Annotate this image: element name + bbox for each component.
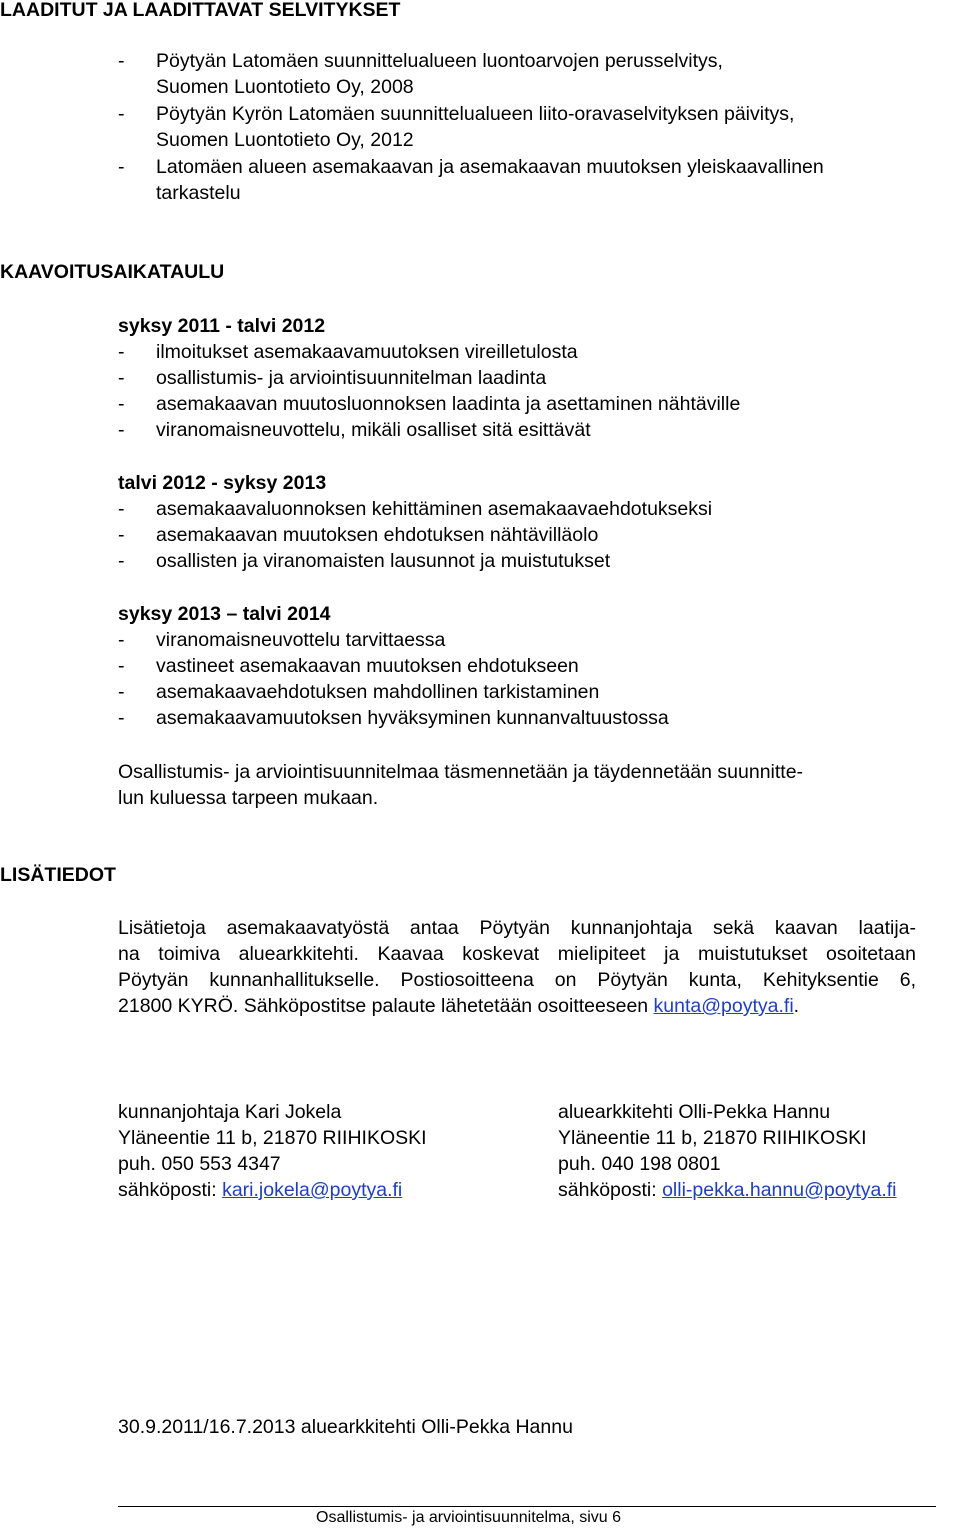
- page-footer: Osallistumis- ja arviointisuunnitelma, sivu 6: [316, 1509, 621, 1526]
- contact-address: Yläneentie 11 b, 21870 RIIHIKOSKI: [558, 1127, 867, 1149]
- signature-line: 30.9.2011/16.7.2013 aluearkkitehti Olli-Pekka Hannu: [118, 1416, 573, 1438]
- contact-title: aluearkkitehti Olli-Pekka Hannu: [558, 1101, 831, 1123]
- email-link-kunta[interactable]: kunta@poytya.fi: [653, 995, 794, 1017]
- email-link-olli-pekka-hannu[interactable]: olli-pekka.hannu@poytya.fi: [662, 1179, 897, 1201]
- contact-phone: puh. 050 553 4347: [118, 1153, 281, 1175]
- contact-card-kunnanjohtaja: [118, 1099, 427, 1203]
- schedule-period-title: syksy 2011 - talvi 2012: [118, 315, 326, 337]
- contact-card-aluearkkitehti: [558, 1099, 897, 1203]
- contact-title: kunnanjohtaja Kari Jokela: [118, 1101, 342, 1123]
- schedule-note: Osallistumis- ja arviointisuunnitelmaa täsmennetään ja täydennetään suunnitte- lun kuluessa tarpeen mukaan.: [118, 761, 804, 809]
- contact-email-label: sähköposti:: [558, 1179, 663, 1201]
- section-heading-lisatiedot: LISÄTIEDOT: [0, 864, 116, 886]
- section-heading-selvitykset: LAADITUT JA LAADITTAVAT SELVITYKSET: [0, 0, 401, 21]
- contact-email-label: sähköposti:: [118, 1179, 223, 1201]
- schedule-period-title: syksy 2013 – talvi 2014: [118, 603, 331, 625]
- schedule-period-title: talvi 2012 - syksy 2013: [118, 472, 327, 494]
- footer-divider: [118, 1506, 936, 1507]
- contact-phone: puh. 040 198 0801: [558, 1153, 721, 1175]
- section-heading-kaavoitusaikataulu: KAAVOITUSAIKATAULU: [0, 261, 225, 283]
- contact-paragraph: Lisätietoja asemakaavatyöstä antaa Pöytyän kunnanjohtaja sekä kaavan laatija- na toimiva aluearkkitehti. Kaavaa koskevat mielipiteet ja muistutukset osoitetaan Pöytyän kunnanhallitukselle. Postiosoitteena on Pöytyän kunta, Kehityksentie 6, 21800 KYRÖ. Sähköpostitse palaute lähetetään osoitteeseen kunta@poytya.fi.: [118, 917, 916, 1017]
- email-link-kari-jokela[interactable]: kari.jokela@poytya.fi: [222, 1179, 403, 1201]
- contact-address: Yläneentie 11 b, 21870 RIIHIKOSKI: [118, 1127, 427, 1149]
